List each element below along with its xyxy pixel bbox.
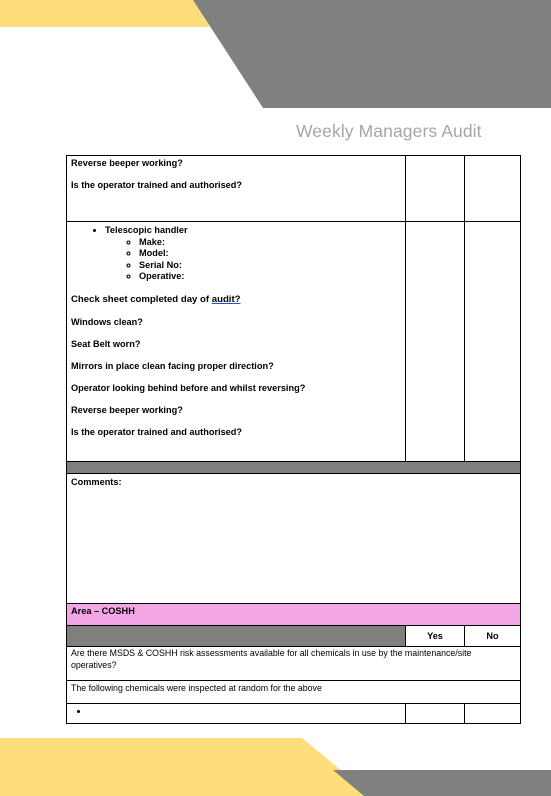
field-serial-no: ◦ Serial No: <box>139 260 405 272</box>
top-grey-band <box>193 0 551 108</box>
msds-question-cell <box>67 647 521 681</box>
yes-cell[interactable] <box>406 222 465 462</box>
field-model: ◦ Model: <box>139 248 405 260</box>
question-operator-trained-2: Is the operator trained and authorised? <box>71 426 243 437</box>
comments-cell[interactable] <box>67 474 521 604</box>
question-reverse-beeper: Reverse beeper working? <box>71 158 183 168</box>
area-coshh-label: Area – COSHH <box>71 606 135 616</box>
list-item <box>105 225 405 283</box>
no-cell[interactable] <box>465 222 521 462</box>
no-cell[interactable] <box>465 156 521 222</box>
question-reverse-beeper-2: Reverse beeper working? <box>71 404 183 415</box>
comments-row <box>67 474 521 604</box>
bottom-yellow-band <box>0 738 372 796</box>
area-coshh-cell <box>67 604 521 626</box>
question-mirrors: Mirrors in place clean facing proper direction? <box>71 360 274 371</box>
yes-cell[interactable] <box>406 704 465 724</box>
table-row <box>67 156 521 222</box>
check-sheet-text: Check sheet completed day of <box>71 293 212 305</box>
equipment-fields <box>105 237 405 283</box>
inspected-cell <box>67 681 521 704</box>
question-windows: Windows clean? <box>71 316 143 327</box>
question-operator-trained: Is the operator trained and authorised? <box>71 180 243 190</box>
no-cell[interactable] <box>465 704 521 724</box>
table-row <box>67 681 521 704</box>
no-header: No <box>465 626 521 647</box>
area-row <box>67 604 521 626</box>
yes-cell[interactable] <box>406 156 465 222</box>
yes-header: Yes <box>406 626 465 647</box>
question-looking-behind: Operator looking behind before and whilst reversing? <box>71 382 306 393</box>
question-seat-belt: Seat Belt worn? <box>71 338 141 349</box>
msds-question: Are there MSDS & COSHH risk assessments available for all chemicals in use by the maintenance/site operatives? <box>71 648 472 670</box>
equipment-name: Telescopic handler <box>105 225 188 235</box>
field-make: ◦ Make: <box>139 237 405 249</box>
top-yellow-band <box>0 0 210 27</box>
list-item <box>89 705 405 717</box>
question-cell <box>67 222 406 462</box>
question-check-sheet <box>71 294 405 306</box>
question-cell <box>67 156 406 222</box>
page-title: Weekly Managers Audit <box>296 121 482 141</box>
bottom-grey-band <box>333 770 551 796</box>
yes-no-header-row <box>67 626 521 647</box>
separator-row <box>67 462 521 474</box>
equipment-list <box>67 225 405 283</box>
comments-label: Comments: <box>71 477 122 487</box>
table-row <box>67 704 521 724</box>
grey-separator <box>67 462 521 474</box>
check-sheet-underlined: audit? <box>211 293 241 305</box>
table-row <box>67 222 521 462</box>
chemical-list <box>67 705 405 717</box>
table-row <box>67 647 521 681</box>
audit-table <box>66 155 521 724</box>
inspected-text: The following chemicals were inspected at random for the above <box>71 683 322 693</box>
header-grey-cell <box>67 626 406 647</box>
field-operative: ◦ Operative: <box>139 271 405 283</box>
chemical-list-cell[interactable] <box>67 704 406 724</box>
